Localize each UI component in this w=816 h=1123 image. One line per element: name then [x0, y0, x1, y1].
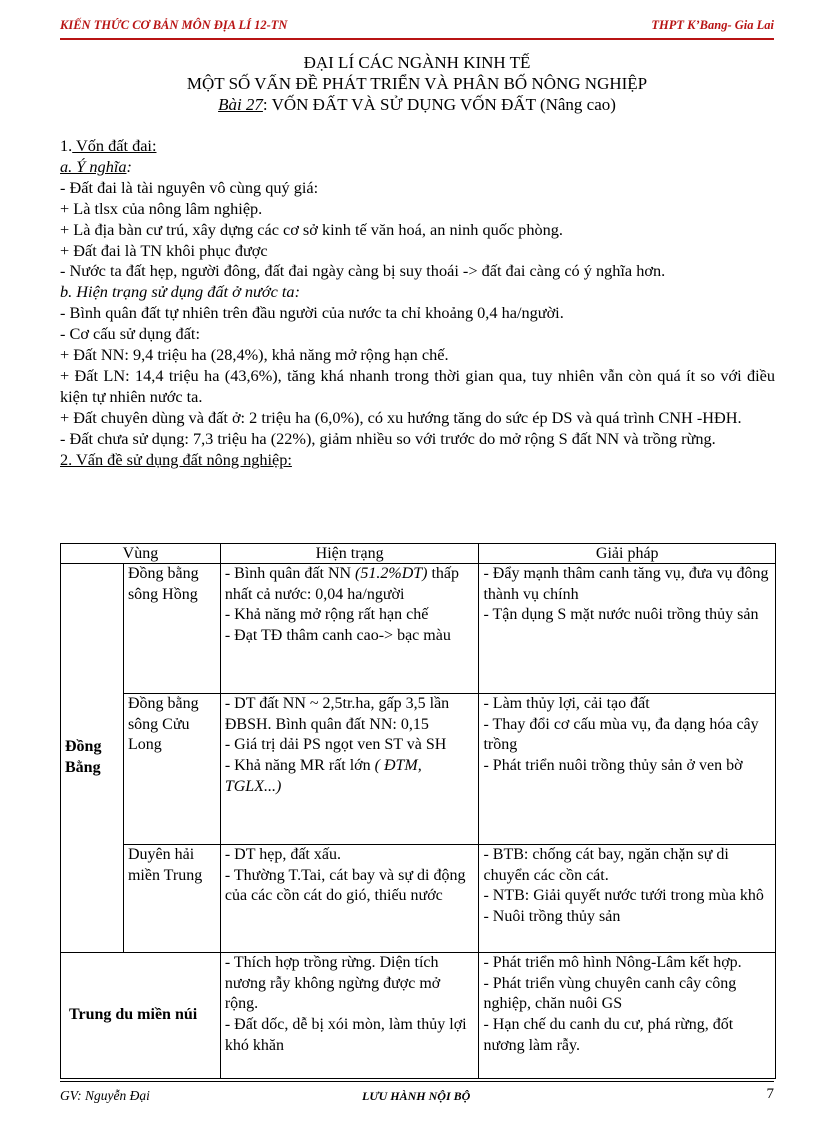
status-item: - Đất dốc, dễ bị xói mòn, làm thủy lợi khó khăn: [224, 1016, 467, 1054]
section-1-heading: [60, 136, 775, 157]
header-school: THPT K’Bang- Gia Lai: [651, 18, 774, 32]
section-2-heading: 2. Vấn đề sử dụng đất nông nghiệp:: [60, 449, 292, 469]
footer-teacher: GV: Nguyễn Đại: [60, 1088, 150, 1103]
region-cell: Đồng bằng sông Hồng: [123, 564, 220, 694]
lesson-title: [60, 94, 774, 115]
status-item: - Khả năng MR rất lớn: [224, 757, 375, 775]
solution-cell: [479, 953, 776, 1079]
solution-item: - Phát triển vùng chuyên canh cây công nghiệp, chăn nuôi GS: [483, 974, 737, 1013]
b-line: + Đất chuyên dùng và đất ở: 2 triệu ha (6,0%), có xu hướng tăng do sức ép DS và quá trình CNH -HĐH.: [60, 407, 742, 427]
solution-item: - Tận dụng S mặt nước nuôi trồng thủy sản: [483, 606, 759, 624]
header-subject: KIẾN THỨC CƠ BẢN MÔN ĐỊA LÍ 12-TN: [60, 18, 288, 32]
table-row: [61, 845, 776, 953]
status-item: - Thích hợp trồng rừng. Diện tích nương rẫy không ngừng được mở rộng.: [224, 954, 441, 1013]
solution-cell: [479, 564, 776, 694]
status-item: - Giá trị dải PS ngọt ven ST và SH: [224, 736, 447, 754]
solution-cell: [479, 694, 776, 845]
lesson-name: : VỐN ĐẤT VÀ SỬ DỤNG VỐN ĐẤT (Nâng cao): [262, 95, 616, 114]
solution-item: - Thay đổi cơ cấu mùa vụ, đa dạng hóa cây trồng: [483, 715, 759, 754]
subsection-b-heading: b. Hiện trạng sử dụng đất ở nước ta:: [60, 282, 300, 302]
solution-item: - Hạn chế du canh du cư, phá rừng, đốt nương làm rẫy.: [483, 1016, 734, 1054]
status-item: - Đạt TĐ thâm canh cao-> bạc màu: [224, 627, 451, 645]
footer-circulation: LƯU HÀNH NỘI BỘ: [362, 1089, 471, 1103]
b-line: + Đất NN: 9,4 triệu ha (28,4%), khả năng mở rộng hạn chế.: [60, 345, 449, 365]
title-line-2: MỘT SỐ VẤN ĐỀ PHÁT TRIỂN VÀ PHÂN BỐ NÔNG NGHIỆP: [186, 74, 648, 93]
page-header: [60, 16, 774, 40]
subsection-a-colon: :: [126, 156, 132, 176]
status-item: - DT đất NN ~ 2,5tr.ha, gấp 3,5 lần ĐBSH. Bình quân đất NN: 0,15: [224, 695, 450, 733]
lesson-label: Bài 27: [218, 95, 263, 114]
document-body: [60, 136, 775, 471]
status-item-italic: ( ĐTM, TGLX...): [224, 757, 422, 795]
table-row: [61, 953, 776, 1079]
region-cell: Đồng bằng sông Cửu Long: [123, 694, 220, 845]
table-row: [61, 694, 776, 845]
table-row: [61, 564, 776, 694]
status-item: - DT hẹp, đất xấu.: [224, 846, 341, 863]
subsection-a-heading: [60, 157, 775, 178]
b-line: - Bình quân đất tự nhiên trên đầu người của nước ta chỉ khoảng 0,4 ha/người.: [60, 303, 564, 323]
solution-item: - NTB: Giải quyết nước tưới trong mùa khô: [483, 887, 764, 905]
region-upland: Trung du miền núi: [61, 953, 221, 1079]
table-header-row: [61, 544, 776, 564]
header-status: Hiện trạng: [220, 544, 479, 564]
title-line-1: ĐẠI LÍ CÁC NGÀNH KINH TẾ: [303, 53, 531, 72]
status-cell: [220, 564, 479, 694]
solution-item: - BTB: chống cát bay, ngăn chặn sự di chuyển các cồn cát.: [483, 846, 729, 884]
section-1-title: Vốn đất đai:: [72, 136, 157, 155]
status-item-rest: thấp nhất cả nước: 0,04 ha/người: [224, 565, 460, 603]
page-number: 7: [766, 1086, 774, 1102]
b-line: - Đất chưa sử dụng: 7,3 triệu ha (22%), giảm nhiều so với trước do mở rộng S đất NN và trồng rừng.: [60, 428, 716, 448]
solution-item: - Phát triển mô hình Nông-Lâm kết hợp.: [483, 954, 742, 971]
solution-item: - Phát triển nuôi trồng thủy sản ở ven bờ: [483, 757, 743, 775]
status-cell: [220, 953, 479, 1079]
title-block: [60, 52, 774, 115]
header-region: Vùng: [61, 544, 221, 564]
region-cell: Duyên hải miền Trung: [123, 845, 220, 953]
status-item-italic: (51.2%DT): [355, 565, 428, 582]
a-line: - Nước ta đất hẹp, người đông, đất đai ngày càng bị suy thoái -> đất đai càng có ý nghĩa hơn.: [60, 261, 666, 281]
header-solution: Giải pháp: [479, 544, 776, 564]
solution-item: - Nuôi trồng thủy sản: [483, 908, 621, 926]
status-item: - Khả năng mở rộng rất hạn chế: [224, 606, 429, 624]
subsection-a-title: a. Ý nghĩa: [60, 156, 127, 176]
solution-item: - Đẩy mạnh thâm canh tăng vụ, đưa vụ đông thành vụ chính: [483, 565, 769, 603]
page-footer: [60, 1081, 774, 1108]
a-line: + Đất đai là TN khôi phục được: [60, 240, 268, 260]
b-line: - Cơ cấu sử dụng đất:: [60, 324, 200, 344]
a-line: + Là tlsx của nông lâm nghiệp.: [60, 198, 263, 218]
solution-item: - Làm thủy lợi, cải tạo đất: [483, 695, 650, 712]
status-item: - Bình quân đất NN: [224, 565, 356, 582]
solution-cell: [479, 845, 776, 953]
section-1-number: 1.: [60, 136, 73, 155]
a-line: + Là địa bàn cư trú, xây dựng các cơ sở kinh tế văn hoá, an ninh quốc phòng.: [60, 219, 563, 239]
group-delta: Đồng Bằng: [61, 564, 124, 953]
status-cell: [220, 845, 479, 953]
status-cell: [220, 694, 479, 845]
b-line: + Đất LN: 14,4 triệu ha (43,6%), tăng khá nhanh trong thời gian qua, tuy nhiên vẫn còn quá ít so với điều kiện tự nhiên nước ta.: [60, 365, 775, 406]
land-use-table: [60, 543, 776, 1079]
status-item: - Thường T.Tai, cát bay và sự di động của các cồn cát do gió, thiếu nước: [224, 866, 466, 905]
a-line: - Đất đai là tài nguyên vô cùng quý giá:: [60, 177, 319, 197]
